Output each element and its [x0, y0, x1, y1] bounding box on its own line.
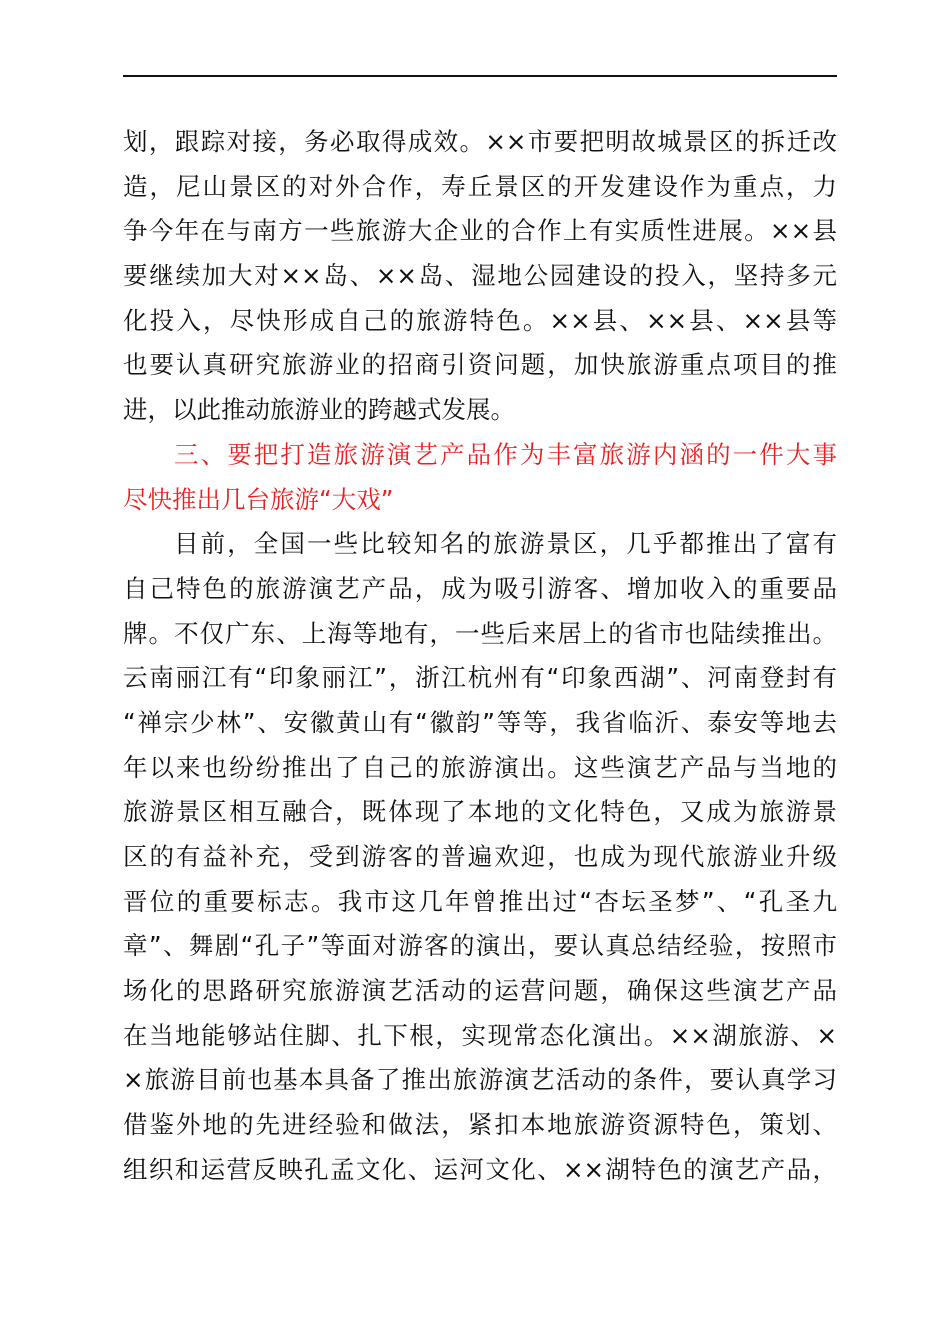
text-line: 区的有益补充，受到游客的普遍欢迎，也成为现代旅游业升级 [123, 842, 837, 871]
section-heading [123, 433, 837, 522]
text-line: 晋位的重要标志。我市这几年曾推出过“杏坛圣梦”、“孔圣九 [123, 886, 837, 916]
text-line: 借鉴外地的先进经验和做法，紧扣本地旅游资源特色，策划、 [123, 1110, 837, 1140]
text-line: 造，尼山景区的对外合作，寿丘景区的开发建设作为重点，力 [123, 171, 837, 201]
text-line: 场化的思路研究旅游演艺活动的运营问题，确保这些演艺产品 [123, 976, 837, 1006]
header-rule [123, 75, 837, 77]
text-line: 进，以此推动旅游业的跨越式发展。 [123, 395, 515, 425]
text-line: 要继续加大对××岛、××岛、湿地公园建设的投入，坚持多元 [123, 261, 837, 291]
text-line: 也要认真研究旅游业的招商引资问题，加快旅游重点项目的推 [123, 350, 837, 380]
text-line: 牌。不仅广东、上海等地有，一些后来居上的省市也陆续推出。 [123, 618, 837, 648]
text-line: 目前，全国一些比较知名的旅游景区，几乎都推出了富有 [174, 529, 837, 559]
heading-line: 三、要把打造旅游演艺产品作为丰富旅游内涵的一件大事 [174, 439, 837, 469]
heading-line: 尽快推出几台旅游“大戏” [123, 484, 394, 514]
text-line: 在当地能够站住脚、扎下根，实现常态化演出。××湖旅游、× [123, 1020, 837, 1050]
document-body [123, 120, 837, 1193]
paragraph-2 [123, 522, 837, 1192]
text-line: 争今年在与南方一些旅游大企业的合作上有实质性进展。××县 [123, 216, 837, 246]
text-line: 自己特色的旅游演艺产品，成为吸引游客、增加收入的重要品 [123, 573, 837, 603]
text-line: “禅宗少林”、安徽黄山有“徽韵”等等，我省临沂、泰安等地去 [123, 707, 837, 737]
text-line: 旅游景区相互融合，既体现了本地的文化特色，又成为旅游景 [123, 797, 837, 827]
text-line: 化投入，尽快形成自己的旅游特色。××县、××县、××县等 [123, 305, 837, 335]
paragraph-1 [123, 120, 837, 433]
text-line: ×旅游目前也基本具备了推出旅游演艺活动的条件，要认真学习 [123, 1065, 837, 1095]
text-line: 组织和运营反映孔孟文化、运河文化、××湖特色的演艺产品， [123, 1154, 837, 1184]
text-line: 年以来也纷纷推出了自己的旅游演出。这些演艺产品与当地的 [123, 752, 837, 782]
text-line: 划，跟踪对接，务必取得成效。××市要把明故城景区的拆迁改 [123, 127, 837, 156]
text-line: 云南丽江有“印象丽江”，浙江杭州有“印象西湖”、河南登封有 [123, 663, 837, 693]
text-line: 章”、舞剧“孔子”等面对游客的演出，要认真总结经验，按照市 [123, 931, 837, 961]
